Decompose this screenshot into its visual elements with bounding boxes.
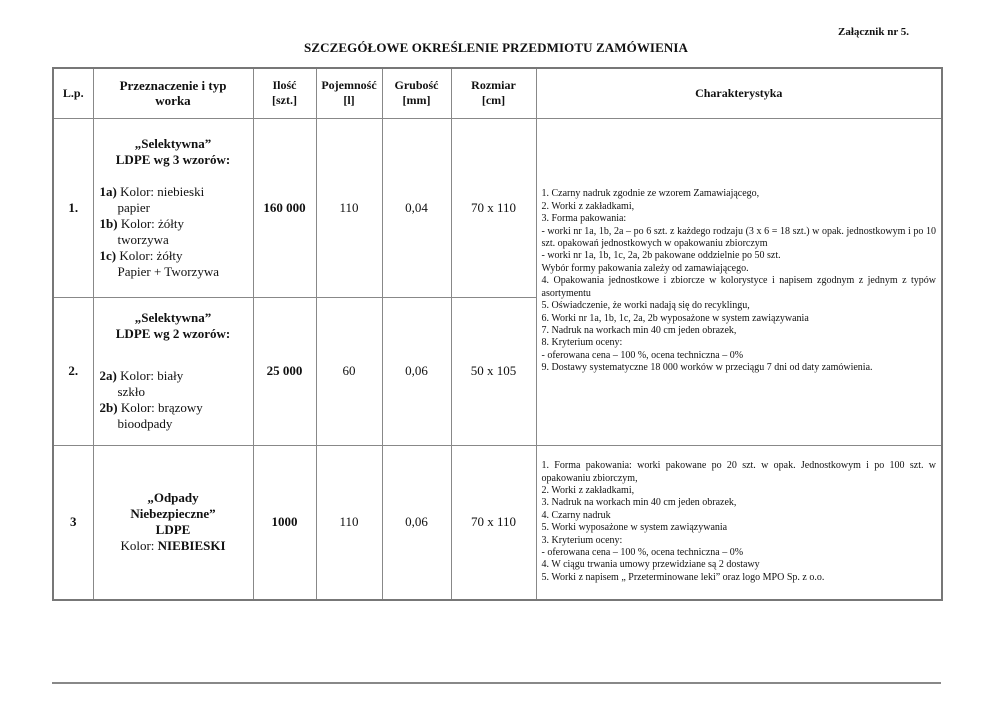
- header-row: [53, 68, 942, 118]
- thickness: 0,04: [382, 118, 451, 297]
- bag-purpose: „Selektywna” LDPE wg 3 wzorów: 1a) Kolor: niebieski papier 1b) Kolor: żółty tworzywa 1c) Kolor: żółty Papier + Tworzywa: [93, 118, 253, 297]
- thickness: 0,06: [382, 297, 451, 445]
- document-title: SZCZEGÓŁOWE OKREŚLENIE PRZEDMIOTU ZAMÓWIENIA: [304, 40, 688, 55]
- header-characteristics: Charakterystyka: [536, 68, 942, 118]
- thickness: 0,06: [382, 445, 451, 600]
- capacity: 110: [316, 445, 382, 600]
- header-lp: L.p.: [53, 68, 93, 118]
- quantity: 160 000: [253, 118, 316, 297]
- table-row: [53, 118, 942, 297]
- bag-purpose: „Selektywna” LDPE wg 2 wzorów: 2a) Kolor: biały szkło 2b) Kolor: brązowy bioodpady: [93, 297, 253, 445]
- size: 50 x 105: [451, 297, 536, 445]
- specification-table: [52, 67, 943, 601]
- annex-label: Załącznik nr 5.: [838, 26, 910, 38]
- characteristics-rows-1-2: 1. Czarny nadruk zgodnie ze wzorem Zamawiającego, 2. Worki z zakładkami, 3. Forma pakowania: - worki nr 1a, 1b, 2a – po 6 szt. z każdego rodzaju (3 x 6 = 18 szt.) w opak. jednostkowym i po 10 szt. opakowań jednostkowych w opakowaniu zbiorczym - worki nr 1a, 1b, 1c, 2a, 2b pakowane oddzielnie po 50 szt. Wybór formy pakowania zależy od zamawiającego. 4. Opakowania jednostkowe i zbiorcze w kolorystyce i napisem zgodnym z jednym z typów asortymentu 5. Oświadczenie, że worki nadają się do recyklingu, 6. Worki nr 1a, 1b, 1c, 2a, 2b wyposażone w system zawiązywania 7. Nadruk na workach min 40 cm jeden obrazek, 8. Kryterium oceny: - oferowana cena – 100 %, ocena techniczna – 0% 9. Dostawy systematyczne 18 000 worków w przeciągu 7 dni od daty zamówienia.: [536, 118, 942, 445]
- header-quantity: Ilość [szt.]: [253, 68, 316, 118]
- quantity: 1000: [253, 445, 316, 600]
- size: 70 x 110: [451, 118, 536, 297]
- bag-purpose: „Odpady Niebezpieczne” LDPE Kolor: NIEBIESKI: [93, 445, 253, 600]
- characteristics-row-3: 1. Forma pakowania: worki pakowane po 20 szt. w opak. Jednostkowym i po 100 szt. w opakowaniu zbiorczym, 2. Worki z zakładkami, 3. Nadruk na workach min 40 cm jeden obrazek, 4. Czarny nadruk 5. Worki wyposażone w system zawiązywania 3. Kryterium oceny: - oferowana cena – 100 %, ocena techniczna – 0% 4. W ciągu trwania umowy przewidziane są 2 dostawy 5. Worki z napisem „ Przeterminowane leki” oraz logo MPO Sp. z o.o.: [536, 445, 942, 600]
- quantity: 25 000: [253, 297, 316, 445]
- footer-divider: [52, 682, 941, 684]
- row-number: 1.: [53, 118, 93, 297]
- header-purpose: Przeznaczenie i typ worka: [93, 68, 253, 118]
- header-thickness: Grubość [mm]: [382, 68, 451, 118]
- table-row: [53, 445, 942, 600]
- row-number: 3: [53, 445, 93, 600]
- header-capacity: Pojemność [l]: [316, 68, 382, 118]
- row-number: 2.: [53, 297, 93, 445]
- size: 70 x 110: [451, 445, 536, 600]
- header-size: Rozmiar [cm]: [451, 68, 536, 118]
- capacity: 110: [316, 118, 382, 297]
- capacity: 60: [316, 297, 382, 445]
